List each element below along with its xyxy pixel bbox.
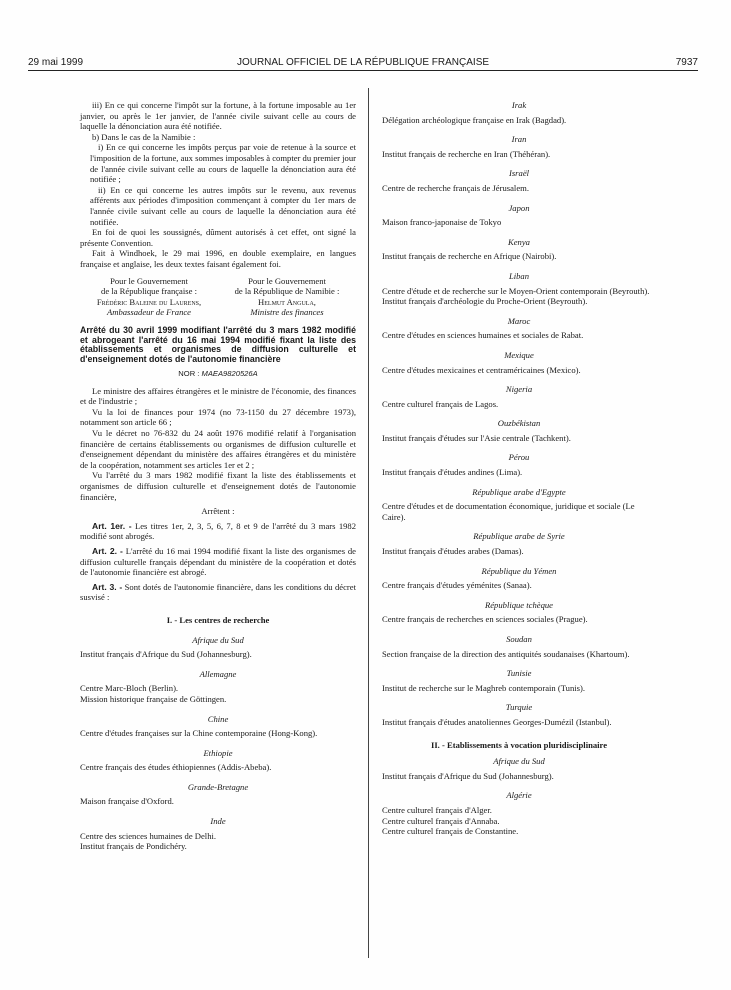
institution-item: Centre français d'études yéménites (Sanaa). xyxy=(382,580,532,591)
institution-item: Délégation archéologique française en Irak (Bagdad). xyxy=(382,114,567,125)
institution-item: Centre Marc-Bloch (Berlin). xyxy=(80,683,179,694)
country-list xyxy=(80,635,356,852)
institution-item: Centre de recherche français de Jérusalem. xyxy=(382,182,529,193)
country-heading: Soudan xyxy=(506,634,532,644)
institution-item: Centre d'études en sciences humaines et sociales de Rabat. xyxy=(382,330,584,341)
institution-item: Centre d'études françaises sur la Chine contemporaine (Hong-Kong). xyxy=(80,728,318,739)
country-list xyxy=(382,756,656,837)
country-heading: Algérie xyxy=(506,790,532,801)
country-list xyxy=(382,100,656,728)
country-heading: Chine xyxy=(207,713,229,724)
arrete-title: Arrêté du 30 avril 1999 modifiant l'arrêté du 3 mars 1982 modifié et abrogeant l'arrêté du 16 mai 1994 modifié fixant la liste des établissements et organismes de diffusion culturelle et d'enseignement dotés de l'autonomie financière xyxy=(80,324,356,365)
institution-item: Institut français d'études sur l'Asie centrale (Tachkent). xyxy=(382,432,571,443)
paragraph-iii: iii) En ce qui concerne l'impôt sur la fortune, à la fortune imposable au 1er janvier, ou après le 1er janvier, de l'année civile suivant celle au cours de laquelle la dénonciation aura été notifiée. xyxy=(80,100,356,132)
column-divider xyxy=(368,88,369,958)
institution-item: Institut français d'études andines (Lima). xyxy=(382,467,523,478)
institution-item: Centre culturel français de Constantine. xyxy=(382,826,519,837)
institution-item: Institut français d'Afrique du Sud (Johannesburg). xyxy=(80,649,252,660)
country-heading: Afrique du Sud xyxy=(192,634,244,645)
country-heading: Pérou xyxy=(508,452,530,463)
signatures xyxy=(80,276,356,318)
institution-item: Institut français de Pondichéry. xyxy=(80,841,187,852)
page-number: 7937 xyxy=(675,57,698,68)
paragraph-b-i: i) En ce qui concerne les impôts perçus par voie de retenue à la source et l'imposition de la fortune, aux sommes imposables à compter du premier jour de l'année civile suivant celle au cours de laquelle la dénonciation aura été notifiée ; xyxy=(90,142,356,185)
signature-line: Pour le Gouvernement xyxy=(110,275,188,286)
article-3 xyxy=(80,582,356,603)
page-header xyxy=(28,57,698,71)
signatory-role: Ministre des finances xyxy=(250,307,324,318)
institution-item: Maison franco-japonaise de Tokyo xyxy=(382,217,502,228)
institution-item: Maison française d'Oxford. xyxy=(80,796,174,807)
right-column xyxy=(382,100,656,837)
institution-item: Institut français de recherche en Afrique (Nairobi). xyxy=(382,251,557,262)
institution-item: Institut français d'Afrique du Sud (Johannesburg). xyxy=(382,770,554,781)
institution-item: Mission historique française de Göttingen. xyxy=(80,693,227,704)
header-date: 29 mai 1999 xyxy=(28,57,84,68)
country-heading: Liban xyxy=(508,270,530,281)
signature-line: de la République de Namibie : xyxy=(234,286,340,297)
article-1 xyxy=(80,521,356,542)
nor-value: MAEA9820526A xyxy=(201,369,258,379)
section-heading: II. - Etablissements à vocation pluridisciplinaire xyxy=(430,739,608,750)
preamble-vu-decret: Vu le décret no 76-832 du 24 août 1976 modifié relatif à l'organisation financière de certains établissements ou organismes de diffusion culturelle et d'enseignement dépendant du ministère des affaires étrangères et du ministère de la coopération, notamment ses articles 1er et 2 ; xyxy=(80,428,356,470)
country-heading: Afrique du Sud xyxy=(493,756,545,767)
signature-line: de la République française : xyxy=(101,286,197,297)
country-heading: Japon xyxy=(508,202,530,213)
article-text: Sont dotés de l'autonomie financière, dans les conditions du décret susvisé : xyxy=(80,581,356,603)
paragraph-b-ii: ii) En ce qui concerne les autres impôts sur le revenu, aux revenus afférents aux périodes d'imposition commençant à compter du 1er mars de l'année civile suivant celle au cours de laquelle la dénonciation aura été notifiée. xyxy=(90,184,356,227)
country-heading: Kenya xyxy=(508,236,530,247)
nor-reference xyxy=(80,369,356,380)
country-heading: République du Yémen xyxy=(481,565,557,576)
article-text: Les titres 1er, 2, 3, 5, 6, 7, 8 et 9 de l'arrêté du 3 mars 1982 modifié sont abrogés. xyxy=(80,520,357,542)
signature-france xyxy=(80,276,218,318)
institution-item: Centre d'études et de documentation économique, juridique et sociale (Le Caire). xyxy=(382,501,635,522)
article-2 xyxy=(80,546,356,578)
country-heading: Turquie xyxy=(505,702,533,713)
left-column xyxy=(80,100,356,852)
country-heading: Ouzbékistan xyxy=(497,418,541,429)
country-heading: République tchèque xyxy=(484,599,553,610)
paragraph-b: b) Dans le cas de la Namibie : xyxy=(92,131,196,142)
signatory-name: Frédéric Baleine du Laurens, xyxy=(96,296,202,307)
country-heading: Irak xyxy=(511,100,527,110)
country-heading: Ethiopie xyxy=(203,747,233,758)
preamble-vu-loi: Vu la loi de finances pour 1974 (no 73-1150 du 27 décembre 1973), notamment son article 66 ; xyxy=(80,406,356,428)
institution-item: Centre culturel français de Lagos. xyxy=(382,398,499,409)
institution-item: Institut français d'études anatoliennes Georges-Dumézil (Istanbul). xyxy=(382,716,612,727)
institution-item: Centre culturel français d'Alger. xyxy=(382,804,492,815)
signature-namibia xyxy=(218,276,356,318)
country-heading: Maroc xyxy=(507,315,531,326)
country-heading: Mexique xyxy=(504,349,534,360)
country-heading: Inde xyxy=(210,816,226,827)
institution-item: Institut français de recherche en Iran (Théhéran). xyxy=(382,148,551,159)
institution-item: Centre culturel français d'Annaba. xyxy=(382,815,500,826)
institution-item: Centre français des études éthiopiennes (Addis-Abeba). xyxy=(80,762,272,773)
preamble-ministers: Le ministre des affaires étrangères et le ministre de l'économie, des finances et de l'industrie ; xyxy=(80,385,356,407)
signatory-name: Helmut Angula, xyxy=(258,296,316,307)
institution-item: Centre français de recherches en sciences sociales (Prague). xyxy=(382,614,588,625)
preamble-vu-arrete: Vu l'arrêté du 3 mars 1982 modifié fixant la liste des établissements et organismes de diffusion culturelle et d'enseignement dotés de l'autonomie financière, xyxy=(80,470,356,502)
paragraph-fait: Fait à Windhoek, le 29 mai 1996, en double exemplaire, en langues française et anglaise, les deux textes faisant également foi. xyxy=(80,248,356,269)
country-heading: Grande-Bretagne xyxy=(187,781,249,792)
section-heading: I. - Les centres de recherche xyxy=(166,614,270,625)
country-heading: Israël xyxy=(508,168,530,179)
institution-item: Institut de recherche sur le Maghreb contemporain (Tunis). xyxy=(382,682,586,693)
article-text: L'arrêté du 16 mai 1994 modifié fixant la liste des organismes de diffusion culturelle français dépendant du ministère de la coopération et dotés de l'autonomie financière est abrogé. xyxy=(80,545,357,578)
institution-item: Section française de la direction des antiquités soudanaises (Khartoum). xyxy=(382,648,630,659)
country-heading: République arabe de Syrie xyxy=(473,531,565,542)
article-label: Art. 2. - xyxy=(92,545,123,556)
signature-line: Pour le Gouvernement xyxy=(248,275,326,286)
article-label: Art. 1er. - xyxy=(92,520,132,531)
country-heading: Iran xyxy=(511,134,527,145)
institution-item: Centre d'étude et de recherche sur le Moyen-Orient contemporain (Beyrouth). xyxy=(382,285,650,296)
article-label: Art. 3. - xyxy=(92,581,123,592)
institution-item: Centre des sciences humaines de Delhi. xyxy=(80,830,217,841)
journal-title: JOURNAL OFFICIEL DE LA RÉPUBLIQUE FRANÇAISE xyxy=(236,57,490,68)
signatory-role: Ambassadeur de France xyxy=(106,307,191,318)
country-heading: Tunisie xyxy=(506,668,532,679)
header-rule xyxy=(28,70,698,71)
country-heading: Allemagne xyxy=(199,668,237,679)
nor-label: NOR : xyxy=(178,369,200,379)
paragraph-foi: En foi de quoi les soussignés, dûment autorisés à cet effet, ont signé la présente Convention. xyxy=(80,227,356,248)
institution-item: Institut français d'archéologie du Proche-Orient (Beyrouth). xyxy=(382,296,588,307)
country-heading: République arabe d'Egypte xyxy=(472,486,566,497)
institution-item: Institut français d'études arabes (Damas). xyxy=(382,546,524,557)
arretent: Arrêtent : xyxy=(201,506,235,517)
country-heading: Nigeria xyxy=(505,384,533,395)
institution-item: Centre d'études mexicaines et centraméricaines (Mexico). xyxy=(382,364,581,375)
